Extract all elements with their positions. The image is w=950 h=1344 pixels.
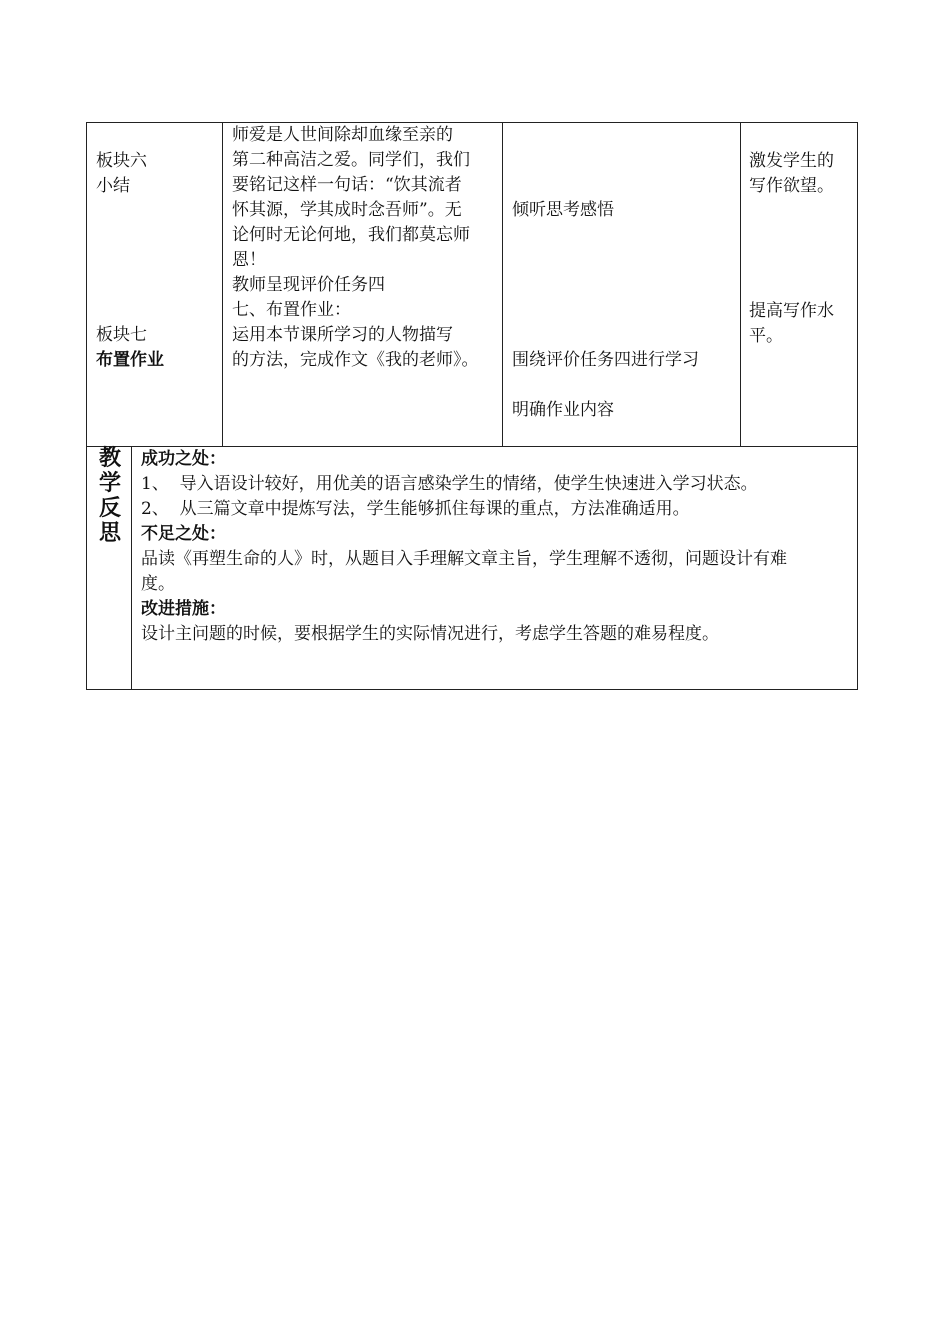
teacher-text-line: 论何时无论何地，我们都莫忘师 (232, 225, 470, 245)
column-divider (502, 123, 503, 446)
shortcoming-text: 品读《再塑生命的人》时，从题目入手理解文章主旨，学生理解不透彻，问题设计有难 (141, 549, 787, 569)
reflection-table (86, 446, 858, 690)
purpose-text: 写作欲望。 (749, 176, 834, 196)
column-divider (740, 123, 741, 446)
shortcoming-heading: 不足之处： (141, 524, 226, 544)
student-activity: 明确作业内容 (512, 400, 614, 420)
teacher-text-line: 师爱是人世间除却血缘至亲的 (232, 125, 453, 145)
reflection-side-title: 教 学 反 思 (98, 446, 121, 546)
teacher-text-line: 七、布置作业： (232, 300, 351, 320)
success-item: 2、 从三篇文章中提炼写法，学生能够抓住每课的重点，方法准确适用。 (141, 499, 690, 519)
teacher-text-line: 要铭记这样一句话：“饮其流者 (232, 175, 462, 195)
teacher-text-line: 运用本节课所学习的人物描写 (232, 325, 453, 345)
student-activity: 围绕评价任务四进行学习 (512, 350, 699, 370)
teacher-text-line: 怀其源，学其成时念吾师”。无 (232, 200, 462, 220)
column-divider (222, 123, 223, 446)
improve-heading: 改进措施： (141, 599, 226, 619)
teacher-text-line: 教师呈现评价任务四 (232, 275, 385, 295)
block6-subtitle: 小结 (96, 176, 130, 196)
block7-subtitle: 布置作业 (96, 350, 164, 370)
success-heading: 成功之处： (141, 449, 226, 469)
purpose-text: 提高写作水 (749, 301, 834, 321)
student-activity: 倾听思考感悟 (512, 200, 614, 220)
column-divider (131, 446, 132, 689)
lesson-table (86, 122, 858, 447)
success-item: 1、 导入语设计较好，用优美的语言感染学生的情绪，使学生快速进入学习状态。 (141, 474, 758, 494)
purpose-text: 平。 (749, 326, 783, 346)
block7-title: 板块七 (96, 325, 147, 345)
teacher-text-line: 第二种高洁之爱。同学们，我们 (232, 150, 470, 170)
shortcoming-text: 度。 (141, 574, 175, 594)
purpose-text: 激发学生的 (749, 151, 834, 171)
teacher-text-line: 的方法，完成作文《我的老师》。 (232, 350, 479, 370)
improve-text: 设计主问题的时候，要根据学生的实际情况进行，考虑学生答题的难易程度。 (141, 624, 719, 644)
teacher-text-line: 恩！ (232, 250, 266, 270)
block6-title: 板块六 (96, 151, 147, 171)
